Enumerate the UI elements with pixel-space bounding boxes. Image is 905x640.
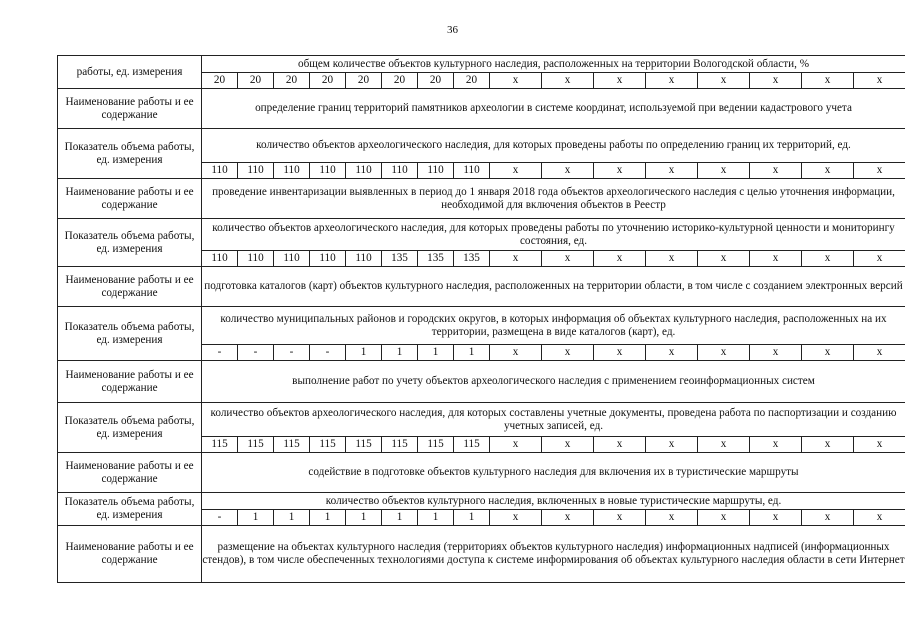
value-cell: 1: [418, 345, 454, 361]
value-cell: х: [646, 73, 698, 89]
value-cell: х: [698, 437, 750, 453]
value-cell: 115: [454, 437, 490, 453]
indicator-description: количество объектов археологического наследия, для которых составлены учетные документы, проведена работа по паспортизации и созданию учетных записей, ед.: [202, 403, 905, 437]
value-cell: 135: [382, 251, 418, 267]
value-cell: х: [490, 437, 542, 453]
value-cell: -: [238, 345, 274, 361]
value-cell: х: [698, 510, 750, 526]
row-label: Показатель объема работы, ед. измерения: [58, 307, 202, 361]
work-name-row: [58, 526, 905, 583]
value-cell: х: [802, 251, 854, 267]
value-cell: х: [646, 163, 698, 179]
work-name-row: [58, 267, 905, 307]
value-cell: х: [854, 73, 905, 89]
value-cell: 1: [382, 510, 418, 526]
value-cell: х: [594, 510, 646, 526]
value-cell: 115: [346, 437, 382, 453]
work-name-row: [58, 89, 905, 129]
value-cell: 115: [202, 437, 238, 453]
value-cell: х: [646, 345, 698, 361]
value-cell: 1: [238, 510, 274, 526]
work-description: подготовка каталогов (карт) объектов культурного наследия, расположенных на территории области, в том числе с созданием электронных версий: [202, 267, 905, 307]
value-cell: х: [594, 251, 646, 267]
value-cell: х: [542, 510, 594, 526]
value-cell: х: [490, 163, 542, 179]
work-name-row: [58, 179, 905, 219]
value-cell: х: [802, 73, 854, 89]
value-cell: 110: [310, 251, 346, 267]
value-cell: 115: [418, 437, 454, 453]
indicator-row: [58, 129, 905, 163]
work-description: выполнение работ по учету объектов археологического наследия с применением геоинформационных систем: [202, 361, 905, 403]
indicator-description: общем количестве объектов культурного наследия, расположенных на территории Вологодской области, %: [202, 56, 905, 73]
value-cell: 1: [382, 345, 418, 361]
value-cell: х: [698, 73, 750, 89]
work-name-row: [58, 453, 905, 493]
value-cell: 115: [382, 437, 418, 453]
value-cell: 20: [202, 73, 238, 89]
value-cell: х: [750, 251, 802, 267]
indicator-description: количество объектов археологического наследия, для которых проведены работы по уточнению историко-культурной ценности и мониторингу состояния, ед.: [202, 219, 905, 251]
value-cell: 110: [202, 251, 238, 267]
value-cell: х: [750, 73, 802, 89]
value-cell: -: [274, 345, 310, 361]
indicator-description: количество объектов культурного наследия, включенных в новые туристические маршруты, ед.: [202, 493, 905, 510]
indicator-row: [58, 403, 905, 437]
value-cell: х: [854, 345, 905, 361]
value-cell: 115: [274, 437, 310, 453]
value-cell: х: [646, 437, 698, 453]
value-cell: х: [802, 345, 854, 361]
value-cell: х: [698, 163, 750, 179]
value-cell: х: [594, 163, 646, 179]
value-cell: 20: [454, 73, 490, 89]
value-cell: х: [698, 345, 750, 361]
value-cell: х: [594, 345, 646, 361]
value-cell: 20: [346, 73, 382, 89]
value-cell: х: [542, 437, 594, 453]
value-cell: х: [542, 163, 594, 179]
value-cell: х: [542, 251, 594, 267]
row-label: работы, ед. измерения: [58, 56, 202, 89]
value-cell: 110: [382, 163, 418, 179]
indicator-row: [58, 493, 905, 510]
value-cell: 1: [310, 510, 346, 526]
row-label: Наименование работы и ее содержание: [58, 526, 202, 583]
value-cell: -: [202, 345, 238, 361]
value-cell: 1: [274, 510, 310, 526]
value-cell: -: [202, 510, 238, 526]
row-label: Наименование работы и ее содержание: [58, 179, 202, 219]
row-label: Показатель объема работы, ед. измерения: [58, 493, 202, 526]
row-label: Наименование работы и ее содержание: [58, 89, 202, 129]
value-cell: 1: [346, 510, 382, 526]
row-label: Наименование работы и ее содержание: [58, 267, 202, 307]
value-cell: х: [490, 345, 542, 361]
value-cell: х: [750, 163, 802, 179]
value-cell: х: [750, 345, 802, 361]
value-cell: 135: [454, 251, 490, 267]
value-cell: 110: [202, 163, 238, 179]
value-cell: 1: [454, 510, 490, 526]
value-cell: х: [542, 345, 594, 361]
value-cell: 115: [238, 437, 274, 453]
value-cell: 1: [418, 510, 454, 526]
value-cell: х: [802, 163, 854, 179]
value-cell: 135: [418, 251, 454, 267]
value-cell: х: [594, 437, 646, 453]
document-table: [57, 55, 905, 583]
value-cell: х: [854, 251, 905, 267]
value-cell: х: [490, 251, 542, 267]
value-cell: 20: [418, 73, 454, 89]
value-cell: х: [698, 251, 750, 267]
value-cell: 110: [238, 163, 274, 179]
value-cell: 110: [418, 163, 454, 179]
work-description: определение границ территорий памятников археологии в системе координат, используемой при ведении кадастрового учета: [202, 89, 905, 129]
value-cell: 20: [238, 73, 274, 89]
work-description: размещение на объектах культурного наследия (территориях объектов культурного наследия) информационных надписей (информационных стендов), в том числе обеспеченных технологиями доступа к системе информирования об объектах культурного наследия области в сети Интернет: [202, 526, 905, 583]
value-cell: 110: [274, 163, 310, 179]
indicator-row: [58, 219, 905, 251]
value-cell: 1: [454, 345, 490, 361]
value-cell: х: [854, 163, 905, 179]
value-cell: 20: [382, 73, 418, 89]
value-cell: х: [854, 510, 905, 526]
value-cell: 110: [454, 163, 490, 179]
value-cell: х: [750, 437, 802, 453]
indicator-description: количество объектов археологического наследия, для которых проведены работы по определению границ их территорий, ед.: [202, 129, 905, 163]
value-cell: -: [310, 345, 346, 361]
value-cell: х: [802, 510, 854, 526]
value-cell: х: [490, 510, 542, 526]
value-cell: х: [802, 437, 854, 453]
row-label: Наименование работы и ее содержание: [58, 453, 202, 493]
indicator-row: [58, 307, 905, 345]
table-body: [58, 56, 905, 583]
value-cell: 110: [274, 251, 310, 267]
value-cell: 110: [238, 251, 274, 267]
value-cell: х: [542, 73, 594, 89]
work-description: содействие в подготовке объектов культурного наследия для включения их в туристические маршруты: [202, 453, 905, 493]
value-cell: х: [646, 251, 698, 267]
value-cell: 110: [346, 163, 382, 179]
indicator-row: [58, 56, 905, 73]
value-cell: 1: [346, 345, 382, 361]
work-name-row: [58, 361, 905, 403]
value-cell: х: [750, 510, 802, 526]
row-label: Показатель объема работы, ед. измерения: [58, 403, 202, 453]
row-label: Показатель объема работы, ед. измерения: [58, 219, 202, 267]
value-cell: х: [594, 73, 646, 89]
indicator-description: количество муниципальных районов и городских округов, в которых информация об объектах культурного наследия, расположенных на их территории, размещена в виде каталогов (карт), ед.: [202, 307, 905, 345]
value-cell: 20: [274, 73, 310, 89]
value-cell: х: [490, 73, 542, 89]
value-cell: х: [646, 510, 698, 526]
row-label: Наименование работы и ее содержание: [58, 361, 202, 403]
row-label: Показатель объема работы, ед. измерения: [58, 129, 202, 179]
value-cell: 115: [310, 437, 346, 453]
value-cell: 110: [310, 163, 346, 179]
value-cell: х: [854, 437, 905, 453]
value-cell: 20: [310, 73, 346, 89]
work-description: проведение инвентаризации выявленных в период до 1 января 2018 года объектов археологического наследия с целью уточнения информации, необходимой для включения объектов в Реестр: [202, 179, 905, 219]
page-number: 36: [447, 24, 458, 36]
value-cell: 110: [346, 251, 382, 267]
